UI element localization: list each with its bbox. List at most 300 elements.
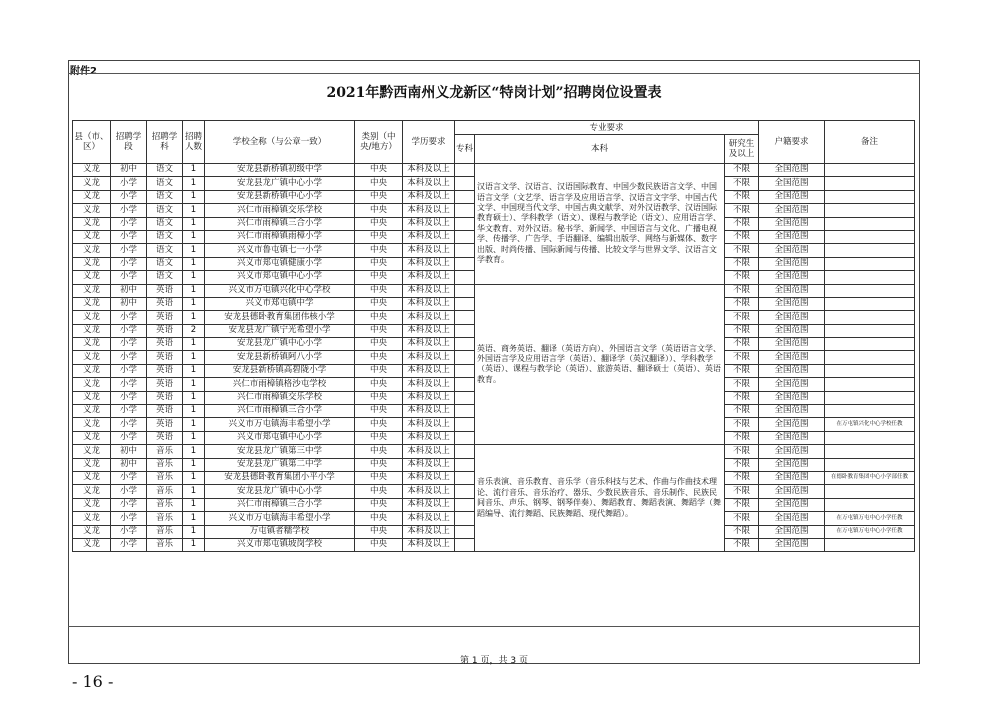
cell-category: 中央 [355,177,403,190]
table-row [73,284,915,297]
cell-subject: 英语 [147,284,183,297]
cell-zhuanke [455,471,475,484]
cell-level: 小学 [111,324,147,337]
cell-education: 本科及以上 [403,311,455,324]
cell-huji: 全国范围 [759,512,825,525]
cell-level: 小学 [111,498,147,511]
cell-education: 本科及以上 [403,431,455,444]
header-education: 学历要求 [403,121,455,164]
cell-graduate: 不限 [725,538,759,551]
cell-major-requirements: 汉语言文学、汉语言、汉语国际教育、中国少数民族语言文学、中国语言文学（文艺学、语言学及应用语言学、汉语言文字学、中国古代文学、中国现当代文学、中国古典文献学、对外汉语教学、汉语国际教育硕士）、学科教学（语文）、课程与教学论（语文）、应用语言学、华文教育、对外汉语。秘书学、新闻学、中国语言与文化、广播电视学、传播学、广告学、手语翻译、编辑出版学、网络与新媒体、数字出版、时尚传播、国际新闻与传播、比较文学与世界文学、汉语言文学教育。 [475,164,725,285]
cell-huji: 全国范围 [759,405,825,418]
cell-county: 义龙 [73,257,111,270]
cell-category: 中央 [355,324,403,337]
cell-remark [825,177,915,190]
cell-category: 中央 [355,391,403,404]
cell-graduate: 不限 [725,177,759,190]
cell-subject: 语文 [147,230,183,243]
cell-education: 本科及以上 [403,338,455,351]
cell-level: 小学 [111,391,147,404]
cell-education: 本科及以上 [403,538,455,551]
cell-remark [825,244,915,257]
cell-education: 本科及以上 [403,257,455,270]
cell-remark [825,338,915,351]
cell-school: 兴仁市雨樟镇雨樟小学 [205,230,355,243]
cell-count: 1 [183,164,205,177]
cell-school: 兴仁市雨樟镇三合小学 [205,217,355,230]
header-school: 学校全称（与公章一致） [205,121,355,164]
cell-category: 中央 [355,351,403,364]
cell-huji: 全国范围 [759,297,825,310]
header-graduate: 研究生及以上 [725,135,759,164]
cell-zhuanke [455,338,475,351]
cell-category: 中央 [355,297,403,310]
cell-graduate: 不限 [725,525,759,538]
cell-count: 1 [183,338,205,351]
cell-remark [825,297,915,310]
cell-graduate: 不限 [725,485,759,498]
cell-county: 义龙 [73,445,111,458]
cell-school: 兴义市郑屯镇健康小学 [205,257,355,270]
cell-level: 小学 [111,311,147,324]
cell-county: 义龙 [73,177,111,190]
cell-education: 本科及以上 [403,471,455,484]
cell-category: 中央 [355,445,403,458]
cell-education: 本科及以上 [403,351,455,364]
cell-level: 小学 [111,538,147,551]
cell-graduate: 不限 [725,311,759,324]
cell-county: 义龙 [73,204,111,217]
cell-count: 1 [183,498,205,511]
cell-category: 中央 [355,284,403,297]
cell-zhuanke [455,297,475,310]
cell-huji: 全国范围 [759,445,825,458]
cell-major-requirements: 音乐表演、音乐教育、音乐学（音乐科技与艺术、作曲与作曲技术理论、流行音乐、音乐治疗、器乐、少数民族音乐、音乐制作、民族民间音乐、声乐、钢琴、钢琴伴奏）、舞蹈教育、舞蹈表演、舞蹈学（舞蹈编导、流行舞蹈、民族舞蹈、现代舞蹈）。 [475,445,725,552]
cell-school: 兴仁市雨樟镇交乐学校 [205,391,355,404]
cell-remark [825,257,915,270]
cell-zhuanke [455,177,475,190]
cell-graduate: 不限 [725,190,759,203]
cell-school: 安龙县新桥镇阿八小学 [205,351,355,364]
cell-education: 本科及以上 [403,230,455,243]
cell-graduate: 不限 [725,471,759,484]
cell-county: 义龙 [73,217,111,230]
cell-remark [825,458,915,471]
cell-education: 本科及以上 [403,284,455,297]
cell-category: 中央 [355,458,403,471]
cell-graduate: 不限 [725,512,759,525]
cell-huji: 全国范围 [759,311,825,324]
cell-school: 安龙县新桥镇初级中学 [205,164,355,177]
cell-county: 义龙 [73,271,111,284]
cell-count: 1 [183,525,205,538]
cell-zhuanke [455,538,475,551]
cell-subject: 语文 [147,204,183,217]
cell-school: 兴义市鲁屯镇七一小学 [205,244,355,257]
cell-huji: 全国范围 [759,498,825,511]
cell-level: 小学 [111,364,147,377]
positions-table [72,120,915,552]
cell-huji: 全国范围 [759,471,825,484]
cell-category: 中央 [355,244,403,257]
cell-zhuanke [455,485,475,498]
cell-county: 义龙 [73,297,111,310]
cell-level: 小学 [111,471,147,484]
cell-graduate: 不限 [725,418,759,431]
cell-level: 小学 [111,204,147,217]
header-category: 类别（中央/地方） [355,121,403,164]
cell-subject: 英语 [147,378,183,391]
cell-category: 中央 [355,485,403,498]
cell-graduate: 不限 [725,364,759,377]
cell-county: 义龙 [73,538,111,551]
cell-zhuanke [455,190,475,203]
cell-category: 中央 [355,190,403,203]
cell-zhuanke [455,351,475,364]
cell-education: 本科及以上 [403,217,455,230]
cell-graduate: 不限 [725,271,759,284]
cell-remark [825,311,915,324]
cell-count: 1 [183,190,205,203]
cell-remark [825,324,915,337]
cell-subject: 英语 [147,364,183,377]
cell-remark [825,204,915,217]
cell-huji: 全国范围 [759,351,825,364]
cell-count: 1 [183,458,205,471]
cell-county: 义龙 [73,338,111,351]
cell-graduate: 不限 [725,391,759,404]
cell-county: 义龙 [73,391,111,404]
cell-level: 初中 [111,284,147,297]
cell-education: 本科及以上 [403,204,455,217]
cell-category: 中央 [355,217,403,230]
cell-category: 中央 [355,418,403,431]
cell-remark [825,498,915,511]
cell-school: 兴仁市雨樟镇三合小学 [205,405,355,418]
header-subject: 招聘学科 [147,121,183,164]
cell-school: 兴义市万屯镇兴化中心学校 [205,284,355,297]
cell-category: 中央 [355,230,403,243]
cell-remark: 在万屯镇万屯中心小学任教 [825,525,915,538]
cell-subject: 语文 [147,177,183,190]
cell-education: 本科及以上 [403,498,455,511]
cell-subject: 语文 [147,190,183,203]
cell-school: 安龙县龙广镇第二中学 [205,458,355,471]
cell-subject: 英语 [147,405,183,418]
cell-zhuanke [455,244,475,257]
cell-count: 1 [183,405,205,418]
cell-education: 本科及以上 [403,418,455,431]
header-huji: 户籍要求 [759,121,825,164]
cell-graduate: 不限 [725,445,759,458]
cell-school: 万屯镇者糯学校 [205,525,355,538]
cell-remark: 在万屯镇万屯中心小学任教 [825,512,915,525]
cell-county: 义龙 [73,311,111,324]
cell-category: 中央 [355,164,403,177]
cell-county: 义龙 [73,378,111,391]
cell-huji: 全国范围 [759,458,825,471]
cell-count: 1 [183,351,205,364]
cell-huji: 全国范围 [759,271,825,284]
table-body [73,164,915,552]
cell-huji: 全国范围 [759,418,825,431]
cell-level: 小学 [111,418,147,431]
cell-level: 小学 [111,190,147,203]
cell-subject: 音乐 [147,458,183,471]
cell-county: 义龙 [73,364,111,377]
table-row [73,445,915,458]
cell-graduate: 不限 [725,458,759,471]
cell-remark [825,405,915,418]
cell-level: 小学 [111,405,147,418]
cell-level: 初中 [111,445,147,458]
cell-education: 本科及以上 [403,164,455,177]
cell-huji: 全国范围 [759,378,825,391]
cell-subject: 英语 [147,338,183,351]
cell-huji: 全国范围 [759,284,825,297]
cell-category: 中央 [355,405,403,418]
cell-zhuanke [455,284,475,297]
cell-count: 1 [183,391,205,404]
cell-graduate: 不限 [725,324,759,337]
bottom-rule [68,626,920,627]
cell-count: 1 [183,257,205,270]
cell-remark: 在德卧教育集团中心小学部任教 [825,471,915,484]
cell-subject: 英语 [147,324,183,337]
cell-zhuanke [455,405,475,418]
cell-huji: 全国范围 [759,244,825,257]
cell-zhuanke [455,230,475,243]
cell-level: 小学 [111,244,147,257]
cell-category: 中央 [355,364,403,377]
cell-zhuanke [455,418,475,431]
top-rule [68,73,920,74]
cell-level: 初中 [111,164,147,177]
cell-graduate: 不限 [725,378,759,391]
cell-county: 义龙 [73,431,111,444]
cell-zhuanke [455,458,475,471]
cell-zhuanke [455,164,475,177]
cell-school: 兴义市郑屯镇中心小学 [205,431,355,444]
cell-education: 本科及以上 [403,485,455,498]
cell-zhuanke [455,525,475,538]
cell-huji: 全国范围 [759,364,825,377]
cell-remark [825,485,915,498]
cell-zhuanke [455,391,475,404]
cell-graduate: 不限 [725,230,759,243]
header-county: 县（市、区） [73,121,111,164]
cell-category: 中央 [355,471,403,484]
cell-graduate: 不限 [725,405,759,418]
cell-county: 义龙 [73,324,111,337]
cell-remark [825,271,915,284]
cell-school: 兴义市郑屯镇坡岗学校 [205,538,355,551]
cell-county: 义龙 [73,512,111,525]
cell-huji: 全国范围 [759,324,825,337]
cell-count: 1 [183,485,205,498]
cell-remark: 在万屯镇兴化中心学校任教 [825,418,915,431]
cell-category: 中央 [355,525,403,538]
cell-huji: 全国范围 [759,177,825,190]
cell-count: 1 [183,431,205,444]
cell-huji: 全国范围 [759,431,825,444]
cell-education: 本科及以上 [403,512,455,525]
cell-level: 小学 [111,512,147,525]
cell-subject: 英语 [147,351,183,364]
cell-subject: 音乐 [147,445,183,458]
cell-huji: 全国范围 [759,204,825,217]
cell-count: 1 [183,538,205,551]
cell-school: 安龙县德卧教育集团小平小学 [205,471,355,484]
cell-count: 1 [183,445,205,458]
cell-county: 义龙 [73,525,111,538]
cell-school: 兴义市郑屯镇中心小学 [205,271,355,284]
cell-school: 安龙县龙广镇中心小学 [205,485,355,498]
cell-remark [825,164,915,177]
cell-huji: 全国范围 [759,525,825,538]
cell-major-requirements: 英语、商务英语、翻译（英语方向）、外国语言文学（英语语言文学、外国语言学及应用语言学（英语）、翻译学（英汉翻译））、学科教学（英语）、课程与教学论（英语）、旅游英语、翻译硕士（英语）、英语教育。 [475,284,725,445]
cell-subject: 英语 [147,391,183,404]
cell-county: 义龙 [73,244,111,257]
cell-graduate: 不限 [725,257,759,270]
cell-school: 安龙县龙广镇中心小学 [205,177,355,190]
cell-education: 本科及以上 [403,445,455,458]
cell-count: 1 [183,177,205,190]
cell-county: 义龙 [73,418,111,431]
cell-huji: 全国范围 [759,257,825,270]
cell-level: 小学 [111,338,147,351]
cell-school: 安龙县新桥镇中心小学 [205,190,355,203]
cell-category: 中央 [355,257,403,270]
cell-graduate: 不限 [725,498,759,511]
cell-graduate: 不限 [725,297,759,310]
cell-count: 1 [183,297,205,310]
cell-zhuanke [455,364,475,377]
cell-county: 义龙 [73,284,111,297]
cell-huji: 全国范围 [759,338,825,351]
cell-level: 小学 [111,525,147,538]
cell-count: 1 [183,471,205,484]
cell-remark [825,217,915,230]
cell-school: 安龙县龙广镇宁光希望小学 [205,324,355,337]
cell-county: 义龙 [73,458,111,471]
cell-remark [825,445,915,458]
cell-count: 1 [183,230,205,243]
cell-huji: 全国范围 [759,538,825,551]
cell-count: 1 [183,364,205,377]
cell-remark [825,431,915,444]
cell-education: 本科及以上 [403,297,455,310]
cell-category: 中央 [355,512,403,525]
cell-count: 1 [183,284,205,297]
cell-zhuanke [455,512,475,525]
cell-count: 1 [183,217,205,230]
cell-graduate: 不限 [725,217,759,230]
cell-remark [825,230,915,243]
cell-count: 1 [183,418,205,431]
header-major: 专业要求 [455,121,759,135]
cell-county: 义龙 [73,498,111,511]
cell-subject: 语文 [147,244,183,257]
cell-count: 2 [183,324,205,337]
cell-count: 1 [183,311,205,324]
cell-education: 本科及以上 [403,190,455,203]
cell-subject: 语文 [147,164,183,177]
cell-category: 中央 [355,271,403,284]
cell-zhuanke [455,445,475,458]
cell-subject: 英语 [147,418,183,431]
cell-subject: 音乐 [147,538,183,551]
header-remark: 备注 [825,121,915,164]
cell-school: 兴仁市雨樟镇交乐学校 [205,204,355,217]
header-benke: 本科 [475,135,725,164]
cell-education: 本科及以上 [403,177,455,190]
cell-category: 中央 [355,538,403,551]
cell-county: 义龙 [73,471,111,484]
cell-graduate: 不限 [725,164,759,177]
cell-level: 小学 [111,257,147,270]
cell-level: 小学 [111,351,147,364]
cell-category: 中央 [355,338,403,351]
cell-zhuanke [455,431,475,444]
header-level: 招聘学段 [111,121,147,164]
cell-remark [825,391,915,404]
cell-graduate: 不限 [725,338,759,351]
cell-count: 1 [183,244,205,257]
cell-huji: 全国范围 [759,391,825,404]
cell-level: 初中 [111,458,147,471]
cell-school: 安龙县龙广镇第三中学 [205,445,355,458]
cell-remark [825,364,915,377]
cell-subject: 音乐 [147,525,183,538]
cell-graduate: 不限 [725,431,759,444]
cell-remark [825,190,915,203]
cell-remark [825,351,915,364]
page-number: - 16 - [72,672,114,691]
cell-school: 兴仁市雨樟镇格沙屯学校 [205,378,355,391]
cell-huji: 全国范围 [759,230,825,243]
cell-level: 小学 [111,485,147,498]
cell-county: 义龙 [73,485,111,498]
cell-level: 小学 [111,378,147,391]
cell-education: 本科及以上 [403,391,455,404]
cell-category: 中央 [355,498,403,511]
page-title: 2021年黔西南州义龙新区“特岗计划”招聘岗位设置表 [326,85,662,101]
cell-subject: 音乐 [147,471,183,484]
cell-subject: 音乐 [147,485,183,498]
cell-level: 小学 [111,177,147,190]
cell-subject: 音乐 [147,498,183,511]
cell-school: 安龙县德卧教育集团伟核小学 [205,311,355,324]
cell-school: 兴义市万屯镇海丰希望小学 [205,512,355,525]
cell-education: 本科及以上 [403,324,455,337]
cell-level: 初中 [111,297,147,310]
cell-subject: 英语 [147,297,183,310]
cell-education: 本科及以上 [403,458,455,471]
cell-category: 中央 [355,431,403,444]
cell-count: 1 [183,512,205,525]
cell-huji: 全国范围 [759,190,825,203]
cell-zhuanke [455,204,475,217]
cell-subject: 英语 [147,431,183,444]
cell-huji: 全国范围 [759,217,825,230]
cell-subject: 语文 [147,271,183,284]
cell-level: 小学 [111,271,147,284]
cell-subject: 音乐 [147,512,183,525]
cell-remark [825,378,915,391]
header-zhuanke: 专科 [455,135,475,164]
cell-zhuanke [455,257,475,270]
